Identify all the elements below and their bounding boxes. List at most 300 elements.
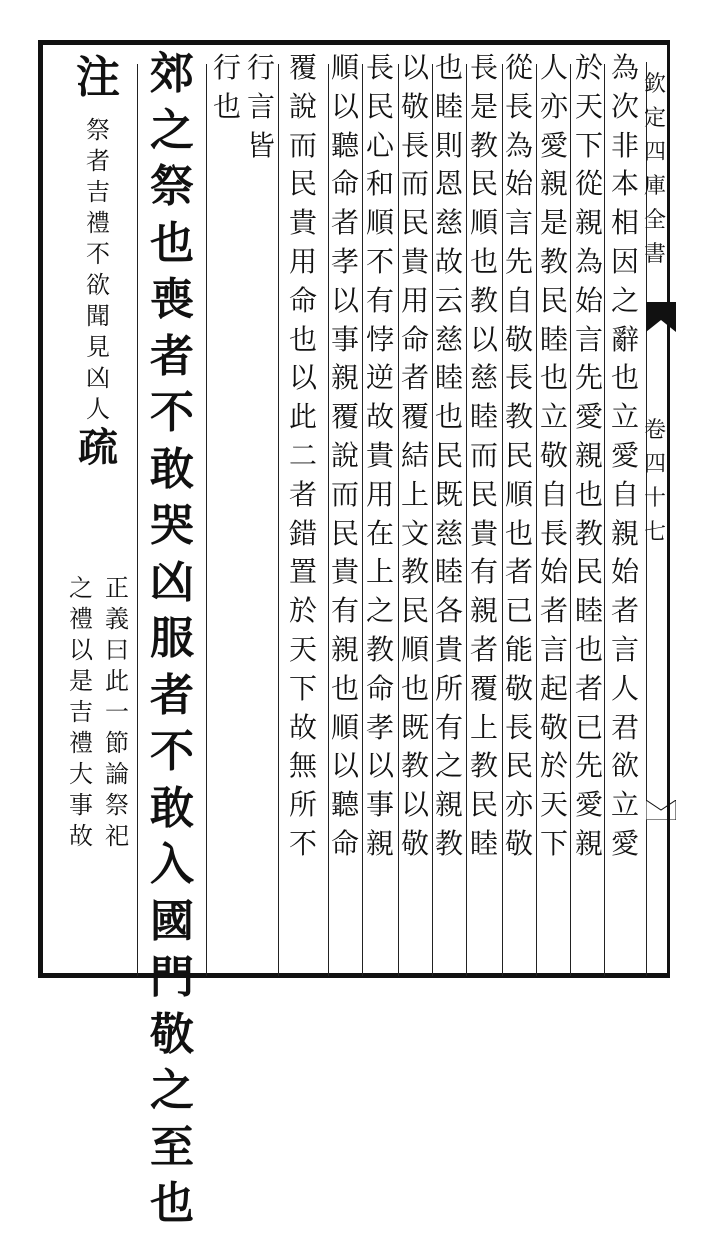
glyph: 民 xyxy=(330,516,359,550)
glyph: 之 xyxy=(434,749,463,783)
glyph: 親 xyxy=(365,826,394,860)
glyph: 禮 xyxy=(69,729,93,757)
glyph: 立 xyxy=(539,400,568,434)
glyph: 順 xyxy=(469,206,498,240)
glyph: 者 xyxy=(469,632,498,666)
glyph: 貴 xyxy=(330,555,359,589)
glyph: 書 xyxy=(643,242,666,267)
glyph: 者 xyxy=(400,361,429,395)
glyph: 故 xyxy=(365,400,394,434)
glyph: 天 xyxy=(539,788,568,822)
text-column-12 xyxy=(208,51,246,132)
glyph: 不 xyxy=(86,240,110,268)
glyph: 用 xyxy=(365,477,394,511)
glyph: 順 xyxy=(504,477,533,511)
glyph: 也 xyxy=(504,516,533,550)
text-column-8 xyxy=(361,51,399,869)
glyph: 長 xyxy=(469,51,498,84)
glyph: 以 xyxy=(400,788,429,822)
glyph: 四 xyxy=(643,140,666,165)
glyph: 者 xyxy=(288,477,317,511)
glyph: 是 xyxy=(69,667,93,695)
glyph: 從 xyxy=(574,167,603,201)
glyph: 吉 xyxy=(86,178,110,206)
text-column-2 xyxy=(570,51,608,869)
glyph: 先 xyxy=(504,244,533,278)
glyph: 有 xyxy=(330,594,359,628)
glyph: 之 xyxy=(69,574,93,602)
glyph: 覆 xyxy=(288,51,317,84)
glyph: 教 xyxy=(574,516,603,550)
glyph: 下 xyxy=(288,671,317,705)
glyph: 覆 xyxy=(330,400,359,434)
glyph: 孝 xyxy=(365,710,394,744)
glyph: 國 xyxy=(150,895,194,947)
glyph: 大 xyxy=(69,760,93,788)
glyph: 故 xyxy=(434,244,463,278)
glyph: 聞 xyxy=(86,302,110,330)
glyph: 親 xyxy=(434,788,463,822)
glyph: 也 xyxy=(150,217,194,269)
glyph: 立 xyxy=(610,788,639,822)
shu-label: 疏 xyxy=(78,424,118,471)
glyph: 民 xyxy=(288,167,317,201)
glyph: 十 xyxy=(643,486,666,511)
glyph: 愛 xyxy=(610,438,639,472)
margin-book-title xyxy=(640,74,670,278)
glyph: 卷 xyxy=(643,418,666,443)
glyph: 於 xyxy=(539,749,568,783)
glyph: 命 xyxy=(400,322,429,356)
glyph: 恩 xyxy=(434,167,463,201)
glyph: 貴 xyxy=(469,516,498,550)
glyph: 教 xyxy=(400,555,429,589)
glyph: 也 xyxy=(330,671,359,705)
glyph: 長 xyxy=(400,128,429,162)
glyph: 逆 xyxy=(365,361,394,395)
glyph: 有 xyxy=(434,710,463,744)
glyph: 事 xyxy=(365,788,394,822)
glyph: 順 xyxy=(330,51,359,84)
glyph: 則 xyxy=(434,128,463,162)
glyph: 哭 xyxy=(150,500,194,551)
glyph: 民 xyxy=(539,283,568,317)
text-column-3 xyxy=(535,51,573,869)
glyph: 在 xyxy=(365,516,394,550)
glyph: 貴 xyxy=(434,632,463,666)
glyph: 民 xyxy=(400,206,429,240)
glyph: 親 xyxy=(539,167,568,201)
note-column xyxy=(70,52,126,480)
glyph: 敬 xyxy=(400,826,429,860)
glyph: 慈 xyxy=(434,516,463,550)
glyph: 親 xyxy=(574,826,603,860)
glyph: 正 xyxy=(105,574,129,602)
glyph: 民 xyxy=(365,89,394,123)
glyph: 也 xyxy=(434,400,463,434)
glyph: 所 xyxy=(434,671,463,705)
glyph: 欲 xyxy=(86,271,110,299)
glyph: 本 xyxy=(610,167,639,201)
glyph: 全 xyxy=(643,208,666,233)
glyph: 已 xyxy=(574,710,603,744)
glyph: 者 xyxy=(150,330,194,382)
glyph: 故 xyxy=(288,710,317,744)
glyph: 言 xyxy=(539,632,568,666)
glyph: 敬 xyxy=(150,1008,194,1060)
glyph: 睦 xyxy=(434,361,463,395)
glyph: 睦 xyxy=(469,826,498,860)
glyph: 事 xyxy=(330,322,359,356)
text-column-1 xyxy=(606,51,644,869)
glyph: 命 xyxy=(330,826,359,860)
glyph: 是 xyxy=(539,206,568,240)
glyph: 教 xyxy=(469,283,498,317)
glyph: 無 xyxy=(288,749,317,783)
glyph: 教 xyxy=(469,128,498,162)
glyph: 君 xyxy=(610,710,639,744)
glyph: 言 xyxy=(246,89,275,123)
glyph: 愛 xyxy=(539,128,568,162)
glyph: 上 xyxy=(469,710,498,744)
glyph: 也 xyxy=(400,671,429,705)
glyph: 也 xyxy=(539,361,568,395)
glyph: 禮 xyxy=(86,209,110,237)
glyph: 以 xyxy=(69,636,93,664)
glyph: 下 xyxy=(574,128,603,162)
glyph: 而 xyxy=(400,167,429,201)
glyph: 天 xyxy=(574,89,603,123)
glyph: 始 xyxy=(539,555,568,589)
glyph: 而 xyxy=(469,438,498,472)
glyph: 長 xyxy=(504,361,533,395)
glyph: 於 xyxy=(288,594,317,628)
glyph: 和 xyxy=(365,167,394,201)
glyph: 者 xyxy=(150,669,194,721)
glyph: 貴 xyxy=(400,244,429,278)
glyph: 有 xyxy=(365,283,394,317)
glyph: 也 xyxy=(610,361,639,395)
glyph: 也 xyxy=(212,89,241,123)
glyph: 是 xyxy=(469,89,498,123)
glyph: 始 xyxy=(574,283,603,317)
glyph: 民 xyxy=(469,788,498,822)
glyph: 覆 xyxy=(469,671,498,705)
glyph: 而 xyxy=(288,128,317,162)
glyph: 聽 xyxy=(330,788,359,822)
glyph: 以 xyxy=(469,322,498,356)
glyph: 於 xyxy=(574,51,603,84)
glyph: 天 xyxy=(288,632,317,666)
glyph: 非 xyxy=(610,128,639,162)
text-column-7 xyxy=(396,51,434,869)
glyph: 言 xyxy=(504,206,533,240)
glyph: 長 xyxy=(539,516,568,550)
glyph: 門 xyxy=(150,952,194,1003)
glyph: 行 xyxy=(212,51,241,84)
glyph: 亦 xyxy=(504,788,533,822)
glyph: 長 xyxy=(504,89,533,123)
glyph: 祭 xyxy=(86,116,110,144)
glyph: 用 xyxy=(288,244,317,278)
glyph: 者 xyxy=(86,147,110,175)
glyph: 敢 xyxy=(150,782,194,834)
glyph: 也 xyxy=(574,477,603,511)
glyph: 不 xyxy=(365,244,394,278)
glyph: 二 xyxy=(288,438,317,472)
glyph: 愛 xyxy=(610,826,639,860)
glyph: 始 xyxy=(504,167,533,201)
glyph: 至 xyxy=(150,1121,194,1173)
glyph: 錯 xyxy=(288,516,317,550)
glyph: 有 xyxy=(469,555,498,589)
glyph: 服 xyxy=(150,613,194,664)
glyph: 禮 xyxy=(69,605,93,633)
glyph: 親 xyxy=(469,594,498,628)
text-column-5 xyxy=(465,51,503,869)
glyph: 也 xyxy=(574,632,603,666)
glyph: 自 xyxy=(539,477,568,511)
glyph: 親 xyxy=(574,438,603,472)
margin-volume xyxy=(640,420,670,556)
glyph: 事 xyxy=(69,791,93,819)
glyph: 命 xyxy=(365,671,394,705)
glyph: 起 xyxy=(539,671,568,705)
glyph: 節 xyxy=(105,729,129,757)
glyph: 立 xyxy=(610,400,639,434)
glyph: 辭 xyxy=(610,322,639,356)
glyph: 不 xyxy=(288,826,317,860)
glyph: 凶 xyxy=(150,556,194,608)
glyph: 順 xyxy=(330,710,359,744)
glyph: 順 xyxy=(365,206,394,240)
glyph: 也 xyxy=(434,51,463,84)
glyph: 曰 xyxy=(105,636,129,664)
glyph: 長 xyxy=(504,710,533,744)
glyph: 以 xyxy=(330,283,359,317)
glyph: 能 xyxy=(504,632,533,666)
glyph: 欲 xyxy=(610,749,639,783)
glyph: 教 xyxy=(469,749,498,783)
glyph: 教 xyxy=(434,826,463,860)
glyph: 貴 xyxy=(288,206,317,240)
margin-rule xyxy=(646,330,647,800)
shu-column-2 xyxy=(64,576,98,855)
glyph: 以 xyxy=(330,749,359,783)
glyph: 而 xyxy=(330,477,359,511)
glyph: 教 xyxy=(539,244,568,278)
glyph: 民 xyxy=(400,594,429,628)
glyph: 也 xyxy=(469,244,498,278)
glyph: 云 xyxy=(434,283,463,317)
glyph: 言 xyxy=(574,322,603,356)
glyph: 亦 xyxy=(539,89,568,123)
glyph: 親 xyxy=(574,206,603,240)
column-rule xyxy=(278,64,279,976)
glyph: 結 xyxy=(400,438,429,472)
glyph: 慈 xyxy=(469,361,498,395)
glyph: 睦 xyxy=(469,400,498,434)
glyph: 者 xyxy=(539,594,568,628)
shu-column-1 xyxy=(100,576,134,855)
glyph: 人 xyxy=(86,395,110,423)
glyph: 者 xyxy=(610,594,639,628)
glyph: 教 xyxy=(400,749,429,783)
glyph: 自 xyxy=(610,477,639,511)
glyph: 敬 xyxy=(504,671,533,705)
glyph: 心 xyxy=(365,128,394,162)
glyph: 為 xyxy=(610,51,639,84)
glyph: 既 xyxy=(400,710,429,744)
glyph: 吉 xyxy=(69,698,93,726)
glyph: 庫 xyxy=(643,174,666,199)
fishtail-mark xyxy=(646,302,676,332)
glyph: 愛 xyxy=(574,788,603,822)
glyph: 以 xyxy=(365,749,394,783)
glyph: 故 xyxy=(69,822,93,850)
glyph: 人 xyxy=(539,51,568,84)
glyph: 定 xyxy=(643,106,666,131)
glyph: 慈 xyxy=(434,322,463,356)
glyph: 因 xyxy=(610,244,639,278)
glyph: 不 xyxy=(150,387,194,438)
glyph: 先 xyxy=(574,361,603,395)
glyph: 七 xyxy=(643,520,666,545)
glyph: 教 xyxy=(365,632,394,666)
glyph: 言 xyxy=(610,632,639,666)
glyph: 各 xyxy=(434,594,463,628)
text-column-11 xyxy=(242,51,280,170)
margin-rule xyxy=(646,820,647,976)
glyph: 為 xyxy=(574,244,603,278)
glyph: 順 xyxy=(400,632,429,666)
glyph: 敬 xyxy=(504,322,533,356)
glyph: 親 xyxy=(610,516,639,550)
glyph: 入 xyxy=(150,839,194,890)
glyph: 行 xyxy=(246,51,275,84)
glyph: 之 xyxy=(150,104,194,156)
glyph: 親 xyxy=(330,361,359,395)
glyph: 人 xyxy=(610,671,639,705)
glyph: 長 xyxy=(365,51,394,84)
glyph: 凶 xyxy=(86,364,110,392)
glyph: 民 xyxy=(504,749,533,783)
glyph: 悖 xyxy=(365,322,394,356)
glyph: 說 xyxy=(330,438,359,472)
glyph: 教 xyxy=(504,400,533,434)
glyph: 之 xyxy=(365,594,394,628)
glyph: 之 xyxy=(150,1065,194,1116)
glyph: 民 xyxy=(574,555,603,589)
glyph: 孝 xyxy=(330,244,359,278)
glyph: 論 xyxy=(105,760,129,788)
glyph: 者 xyxy=(574,671,603,705)
glyph: 所 xyxy=(288,788,317,822)
glyph: 相 xyxy=(610,206,639,240)
glyph: 下 xyxy=(539,826,568,860)
glyph: 見 xyxy=(86,333,110,361)
column-rule xyxy=(137,64,138,976)
glyph: 欽 xyxy=(643,72,666,97)
glyph: 自 xyxy=(504,283,533,317)
glyph: 命 xyxy=(288,283,317,317)
glyph: 不 xyxy=(150,726,194,777)
glyph: 喪 xyxy=(150,274,194,325)
glyph: 貴 xyxy=(365,438,394,472)
glyph: 民 xyxy=(504,438,533,472)
glyph: 也 xyxy=(150,1178,194,1229)
glyph: 敢 xyxy=(150,443,194,495)
glyph: 四 xyxy=(643,452,666,477)
glyph: 睦 xyxy=(434,555,463,589)
glyph: 之 xyxy=(610,283,639,317)
glyph: 敬 xyxy=(504,826,533,860)
glyph: 民 xyxy=(469,477,498,511)
glyph: 親 xyxy=(330,632,359,666)
text-column-10 xyxy=(284,51,322,869)
glyph: 文 xyxy=(400,516,429,550)
glyph: 民 xyxy=(469,167,498,201)
glyph: 慈 xyxy=(434,206,463,240)
glyph: 已 xyxy=(504,594,533,628)
glyph: 敬 xyxy=(400,89,429,123)
glyph: 者 xyxy=(330,206,359,240)
glyph: 既 xyxy=(434,477,463,511)
glyph: 先 xyxy=(574,749,603,783)
text-column-6 xyxy=(430,51,468,869)
text-column-4 xyxy=(500,51,538,869)
glyph: 始 xyxy=(610,555,639,589)
note-label: 注 xyxy=(76,52,120,103)
glyph: 覆 xyxy=(400,400,429,434)
glyph: 上 xyxy=(365,555,394,589)
glyph: 此 xyxy=(105,667,129,695)
main-text-column xyxy=(144,48,200,1239)
column-rule xyxy=(206,64,207,976)
glyph: 以 xyxy=(288,361,317,395)
fishtail-mark-lower xyxy=(646,800,676,820)
glyph: 敬 xyxy=(539,438,568,472)
glyph: 民 xyxy=(434,438,463,472)
glyph: 從 xyxy=(504,51,533,84)
glyph: 一 xyxy=(105,698,129,726)
glyph: 睦 xyxy=(434,89,463,123)
text-column-9 xyxy=(326,51,364,869)
glyph: 為 xyxy=(504,128,533,162)
glyph: 祀 xyxy=(105,822,129,850)
glyph: 聽 xyxy=(330,128,359,162)
glyph: 此 xyxy=(288,400,317,434)
glyph: 置 xyxy=(288,555,317,589)
note-text xyxy=(81,118,115,428)
glyph: 敬 xyxy=(539,710,568,744)
glyph: 次 xyxy=(610,89,639,123)
glyph: 以 xyxy=(400,51,429,84)
glyph: 命 xyxy=(330,167,359,201)
glyph: 以 xyxy=(330,89,359,123)
glyph: 愛 xyxy=(574,400,603,434)
glyph: 義 xyxy=(105,605,129,633)
glyph: 祭 xyxy=(105,791,129,819)
glyph: 者 xyxy=(504,555,533,589)
glyph: 祭 xyxy=(150,161,194,212)
glyph: 用 xyxy=(400,283,429,317)
glyph: 睦 xyxy=(574,594,603,628)
glyph: 皆 xyxy=(246,128,275,162)
glyph: 也 xyxy=(288,322,317,356)
glyph: 郊 xyxy=(150,48,194,99)
glyph: 說 xyxy=(288,89,317,123)
